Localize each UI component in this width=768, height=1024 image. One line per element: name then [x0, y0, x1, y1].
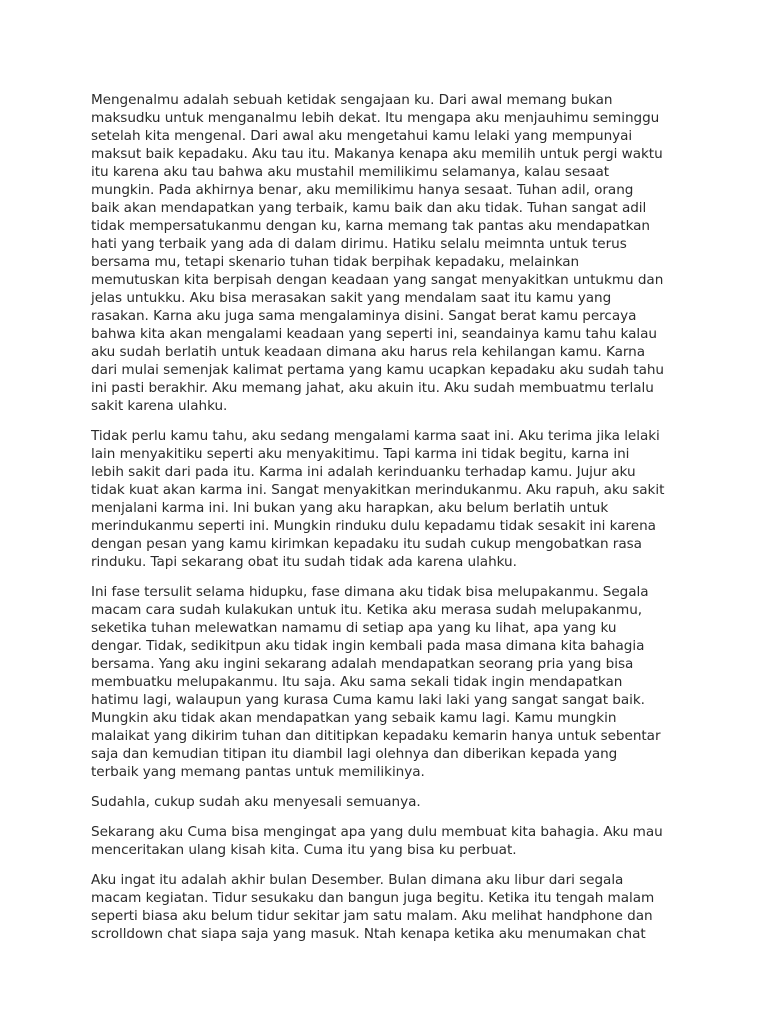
paragraph-5: Sekarang aku Cuma bisa mengingat apa yang dulu membuat kita bahagia. Aku mau menceritakan ulang kisah kita. Cuma itu yang bisa ku perbuat. — [91, 824, 663, 858]
paragraph-1: Mengenalmu adalah sebuah ketidak sengajaan ku. Dari awal memang bukan maksudku untuk menganalmu lebih dekat. Itu mengapa aku menjauhimu seminggu setelah kita mengenal. Dari awal aku mengetahui kamu lelaki yang mempunyai maksut baik kepadaku. Aku tau itu. Makanya kenapa aku memilih untuk pergi waktu itu karena aku tau bahwa aku mustahil memilikimu selamanya, kalau sesaat mungkin. Pada akhirnya benar, aku memilikimu hanya sesaat. Tuhan adil, orang baik akan mendapatkan yang terbaik, kamu baik dan aku tidak. Tuhan sangat adil tidak mempersatukanmu dengan ku, karna memang tak pantas aku mendapatkan hati yang terbaik yang ada di dalam dirimu. Hatiku selalu meimnta untuk terus bersama mu, tetapi skenario tuhan tidak berpihak kepadaku, melainkan memutuskan kita berpisah dengan keadaan yang sangat menyakitkan untukmu dan jelas untukku. Aku bisa merasakan sakit yang mendalam saat itu kamu yang rasakan. Karna aku juga sama mengalaminya disini. Sangat berat kamu percaya bahwa kita akan mengalami keadaan yang seperti ini, seandainya kamu tahu kalau aku sudah berlatih untuk keadaan dimana aku harus rela kehilangan kamu. Karna dari mulai semenjak kalimat pertama yang kamu ucapkan kepadaku aku sudah tahu ini pasti berakhir. Aku memang jahat, aku akuin itu. Aku sudah membuatmu terlalu sakit karena ulahku. — [91, 92, 664, 414]
paragraph-6: Aku ingat itu adalah akhir bulan Desember. Bulan dimana aku libur dari segala macam kegiatan. Tidur sesukaku dan bangun juga begitu. Ketika itu tengah malam seperti biasa aku belum tidur sekitar jam satu malam. Aku melihat handphone dan scrolldown chat siapa saja yang masuk. Ntah kenapa ketika aku menumakan chat — [91, 872, 655, 942]
document-page — [91, 91, 681, 955]
paragraph-3: Ini fase tersulit selama hidupku, fase dimana aku tidak bisa melupakanmu. Segala macam cara sudah kulakukan untuk itu. Ketika aku merasa sudah melupakanmu, seketika tuhan melewatkan namamu di setiap apa yang ku lihat, apa yang ku dengar. Tidak, sedikitpun aku tidak ingin kembali pada masa dimana kita bahagia bersama. Yang aku ingini sekarang adalah mendapatkan seorang pria yang bisa membuatku melupakanmu. Itu saja. Aku sama sekali tidak ingin mendapatkan hatimu lagi, walaupun yang kurasa Cuma kamu laki laki yang sangat sangat baik. Mungkin aku tidak akan mendapatkan yang sebaik kamu lagi. Kamu mungkin malaikat yang dikirim tuhan dan dititipkan kepadaku kemarin hanya untuk sebentar saja dan kemudian titipan itu diambil lagi olehnya dan diberikan kepada yang terbaik yang memang pantas untuk memilikinya. — [91, 584, 661, 780]
paragraph-2: Tidak perlu kamu tahu, aku sedang mengalami karma saat ini. Aku terima jika lelaki lain menyakitiku seperti aku menyakitimu. Tapi karma ini tidak begitu, karna ini lebih sakit dari pada itu. Karma ini adalah kerinduanku terhadap kamu. Jujur aku tidak kuat akan karma ini. Sangat menyakitkan merindukanmu. Aku rapuh, aku sakit menjalani karma ini. Ini bukan yang aku harapkan, aku belum berlatih untuk merindukanmu seperti ini. Mungkin rinduku dulu kepadamu tidak sesakit ini karena dengan pesan yang kamu kirimkan kepadaku itu sudah cukup mengobatkan rasa rinduku. Tapi sekarang obat itu sudah tidak ada karena ulahku. — [91, 428, 665, 570]
paragraph-4: Sudahla, cukup sudah aku menyesali semuanya. — [91, 794, 421, 810]
